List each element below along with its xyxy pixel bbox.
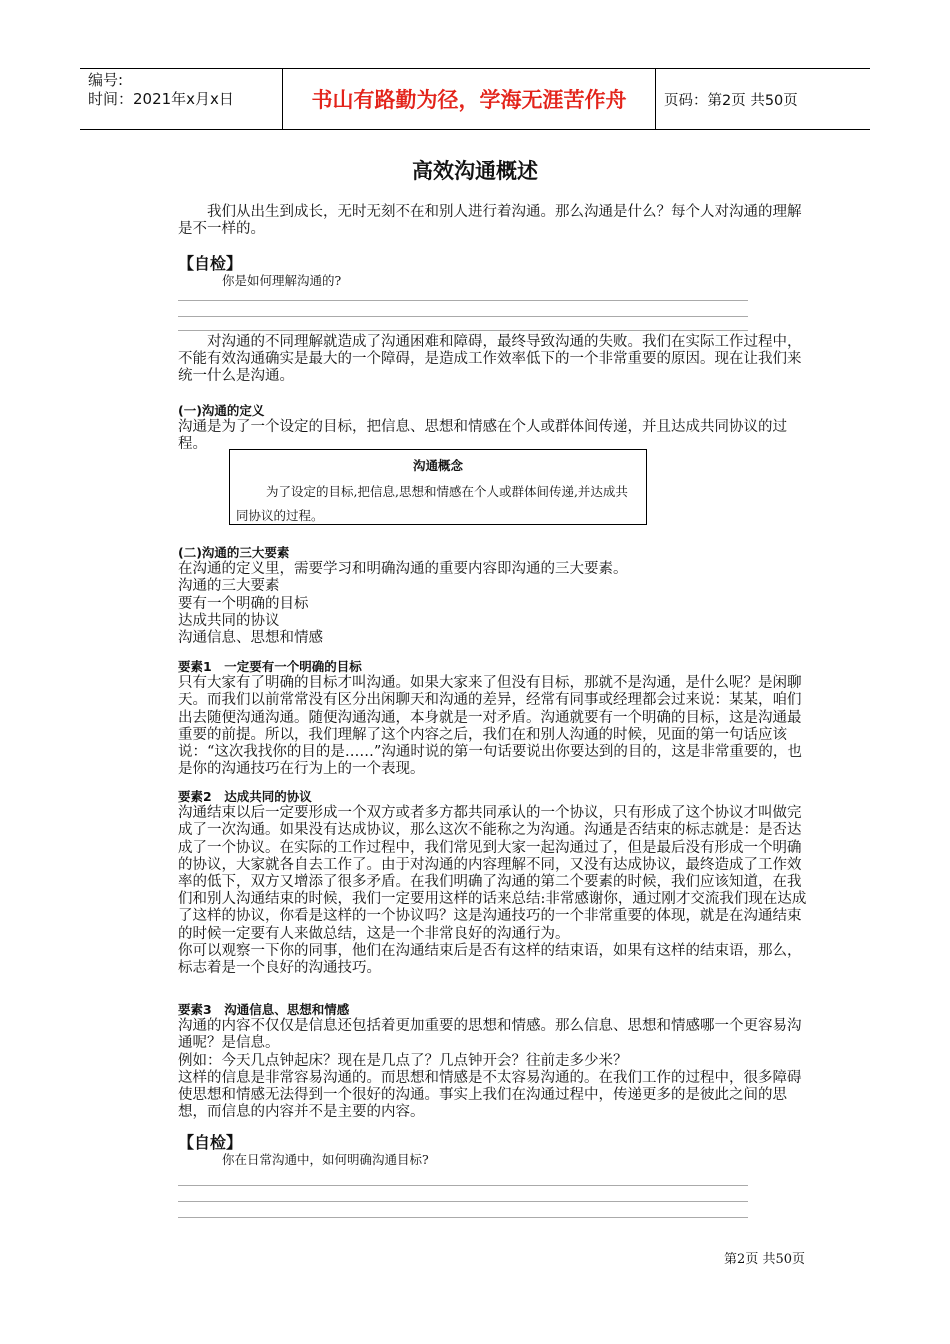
header-left — [88, 71, 234, 109]
document-title: 高效沟通概述 — [412, 159, 538, 183]
answer-line — [178, 316, 748, 317]
section-definition — [178, 402, 810, 454]
section-intro: 在沟通的定义里，需要学习和明确沟通的重要内容即沟通的三大要素。 — [178, 561, 628, 578]
header-motto: 书山有路勤为径，学海无涯苦作舟 — [282, 69, 656, 129]
selfcheck-question: 你在日常沟通中，如何明确沟通目标? — [222, 1152, 429, 1168]
concept-box-text: 为了设定的目标,把信息,思想和情感在个人或群体间传递,并达成共同协议的过程。 — [236, 484, 628, 523]
section-heading: (一)沟通的定义 — [178, 403, 265, 418]
header-page-label: 页码：第2页 共50页 — [664, 93, 798, 109]
number-label: 编号: — [88, 71, 124, 89]
element-1 — [178, 658, 810, 778]
list-item: 沟通的三大要素 — [178, 578, 280, 595]
element-example: 例如：今天几点钟起床？现在是几点了？几点钟开会？往前走多少米？ — [178, 1052, 628, 1069]
misunderstanding-paragraph: 对沟通的不同理解就造成了沟通困难和障碍，最终导致沟通的失败。我们在实际工作过程中，不能有效沟通确实是最大的一个障碍，是造成工作效率低下的一个非常重要的原因。现在让我们来统一什么是沟通。 — [178, 334, 802, 385]
selfcheck-label: 【自检】 — [178, 254, 243, 273]
element-text: 沟通结束以后一定要形成一个双方或者多方都共同承认的一个协议，只有形成了这个协议才叫做完成了一次沟通。如果没有达成协议，那么这次不能称之为沟通。沟通是否结束的标志就是：是否达成了一个协议。在实际的工作过程中，我们常见到大家一起沟通过了，但是最后没有形成一个明确的协议，大家就各自去工作了。由于对沟通的内容理解不同，又没有达成协议，最终造成了工作效率的低下，双方又增添了很多矛盾。在我们明确了沟通的第二个要素的时候，我们应该知道，在我们和别人沟通结束的时候，我们一定要用这样的话来总结:非常感谢你，通过刚才交流我们现在达成了这样的协议，你看是这样的一个协议吗？这是沟通技巧的一个非常重要的体现，就是在沟通结束的时候一定要有人来做总结，这是一个非常良好的沟通行为。 — [178, 805, 807, 942]
element-3 — [178, 1001, 810, 1121]
selfcheck-1 — [178, 255, 810, 289]
page-header — [80, 68, 870, 130]
intro-paragraph: 我们从出生到成长，无时无刻不在和别人进行着沟通。那么沟通是什么？每个人对沟通的理解是不一样的。 — [178, 204, 802, 238]
list-item: 达成共同的协议 — [178, 612, 280, 629]
selfcheck-2 — [178, 1134, 810, 1168]
answer-line — [178, 1217, 748, 1218]
list-item: 沟通信息、思想和情感 — [178, 630, 323, 647]
element-text: 只有大家有了明确的目标才叫沟通。如果大家来了但没有目标，那就不是沟通，是什么呢？是闲聊天。而我们以前常常没有区分出闲聊天和沟通的差异，经常有同事或经理都会过来说：某某，咱们出去随便沟通沟通。随便沟通沟通，本身就是一对矛盾。沟通就要有一个明确的目标，这是沟通最重要的前提。所以，我们理解了这个内容之后，我们在和别人沟通的时候，见面的第一句话应该说：“这次我找你的目的是……”沟通时说的第一句话要说出你要达到的目的，这是非常重要的，也是你的沟通技巧在行为上的一个表现。 — [178, 675, 802, 778]
element-text: 沟通的内容不仅仅是信息还包括着更加重要的思想和情感。那么信息、思想和情感哪一个更容易沟通呢？是信息。 — [178, 1018, 802, 1052]
page-footer: 第2页 共50页 — [724, 1252, 805, 1267]
list-item: 要有一个明确的目标 — [178, 595, 309, 612]
concept-box — [229, 449, 647, 525]
element-heading: 要素2 达成共同的协议 — [178, 789, 312, 804]
section-heading: (二)沟通的三大要素 — [178, 545, 290, 560]
element-heading: 要素3 沟通信息、思想和情感 — [178, 1002, 350, 1017]
selfcheck-question: 你是如何理解沟通的? — [222, 273, 342, 289]
answer-line — [178, 330, 748, 331]
element-2 — [178, 788, 810, 977]
element-text-2: 你可以观察一下你的同事，他们在沟通结束后是否有这样的结束语，如果有这样的结束语，那么，标志着是一个良好的沟通技巧。 — [178, 942, 802, 977]
answer-line — [178, 300, 748, 301]
concept-box-title: 沟通概念 — [412, 458, 463, 473]
element-heading: 要素1 一定要有一个明确的目标 — [178, 659, 362, 674]
section-three-elements — [178, 544, 810, 647]
answer-line — [178, 1185, 748, 1186]
definition-text: 沟通是为了一个设定的目标，把信息、思想和情感在个人或群体间传递，并且达成共同协议的过程。 — [178, 419, 787, 453]
element-text-2: 这样的信息是非常容易沟通的。而思想和情感是不太容易沟通的。在我们工作的过程中，很多障碍使思想和情感无法得到一个很好的沟通。事实上我们在沟通过程中，传递更多的是彼此之间的思想，而信息的内容并不是主要的内容。 — [178, 1069, 802, 1121]
answer-line — [178, 1201, 748, 1202]
selfcheck-label: 【自检】 — [178, 1133, 243, 1152]
time-label: 时间：2021年x月x日 — [88, 90, 234, 108]
